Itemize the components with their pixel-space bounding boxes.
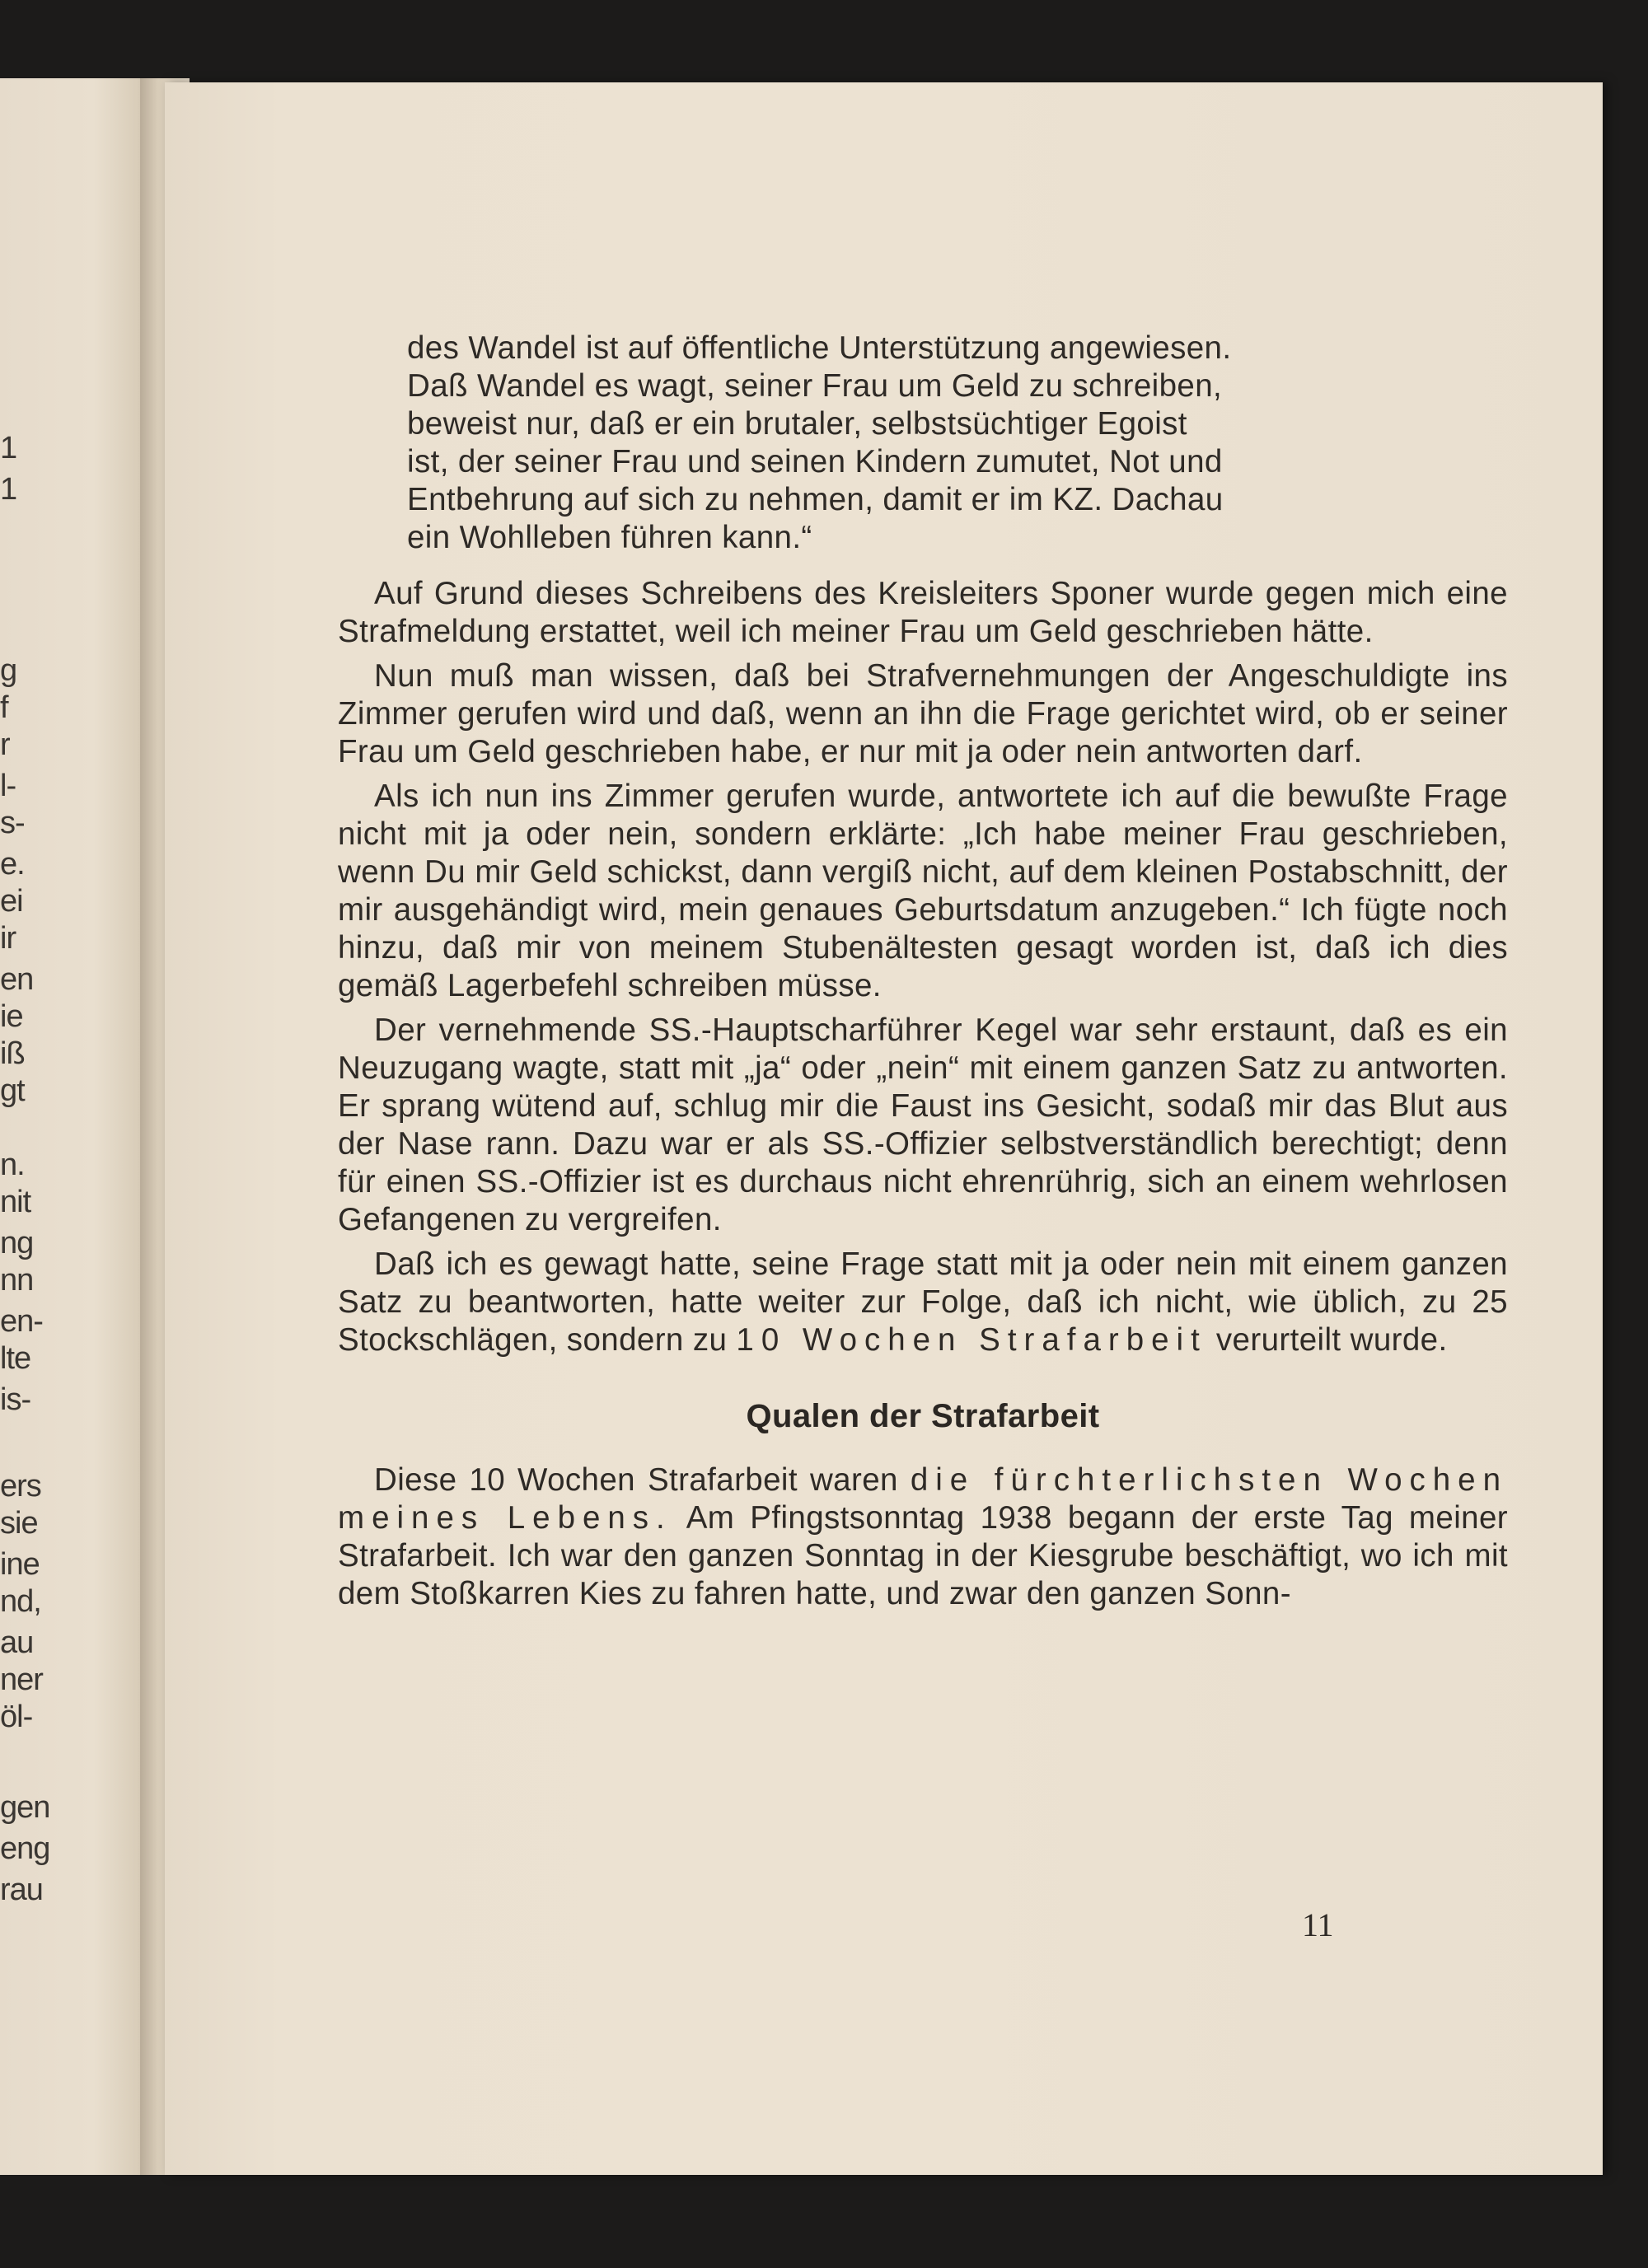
left-fragment: f (0, 690, 8, 725)
left-fragment: iß (0, 1036, 25, 1071)
spaced-emphasis: 10 Wochen Strafarbeit (736, 1322, 1207, 1358)
left-fragment: ng (0, 1226, 34, 1260)
left-fragment: is- (0, 1382, 31, 1417)
paragraph (338, 1246, 1508, 1359)
paragraph: Der vernehmende SS.-Hauptscharführer Kegel war sehr erstaunt, daß es ein Neuzugang wagte, statt mit „ja“ oder „nein“ mit einem ganzen Satz zu antworten. Er sprang wütend auf, schlug mir die Faust ins Gesicht, sodaß mir das Blut aus der Nase rann. Dazu war er als SS.-Offizier selbstverständlich berechtigt; denn für einen SS.-Offizier ist es durchaus nicht ehrenrührig, sich an einem wehrlosen Gefangenen zu vergreifen. (338, 1012, 1508, 1237)
left-fragment: gt (0, 1073, 25, 1108)
left-fragment: ir (0, 921, 16, 956)
spaced-emphasis: die fürchterlichsten Wochen meines Lebens. (338, 1462, 1508, 1536)
left-fragment: s- (0, 806, 25, 840)
left-page-text-fragments (0, 78, 49, 2175)
section-heading: Qualen der Strafarbeit (746, 1398, 1100, 1434)
quote-line: des Wandel ist auf öffentliche Unterstützung angewiesen. (407, 330, 1232, 366)
paragraph: Nun muß man wissen, daß bei Strafvernehmungen der Angeschuldigte ins Zimmer gerufen wird und daß, wenn an ihn die Frage gerichtet wird, ob er seiner Frau um Geld geschrieben habe, er nur mit ja oder nein antworten darf. (338, 658, 1508, 769)
left-fragment: r (0, 727, 10, 762)
left-fragment: ei (0, 884, 23, 919)
left-fragment: 1 (0, 431, 17, 465)
left-fragment: gen (0, 1790, 50, 1825)
quote-block (407, 330, 1508, 557)
left-fragment: ers (0, 1469, 41, 1503)
left-fragment: l- (0, 769, 16, 803)
left-fragment: au (0, 1625, 34, 1660)
page-number: 11 (1302, 1906, 1334, 1943)
left-fragment: nit (0, 1185, 31, 1219)
quote-line: ein Wohlleben führen kann.“ (407, 520, 812, 555)
paragraph-text: Diese 10 Wochen Strafarbeit waren (374, 1462, 898, 1498)
paragraph-text: verurteilt wurde. (1215, 1322, 1448, 1358)
left-fragment: n. (0, 1148, 25, 1182)
left-facing-page (0, 78, 157, 2175)
quote-line: beweist nur, daß er ein brutaler, selbstsüchtiger Egoist (407, 406, 1187, 442)
paragraph-text: Daß ich es gewagt hatte, seine Frage statt mit ja oder nein mit einem ganzen Satz zu beantworten, hatte weiter zur Folge, daß ich nicht, wie üblich, zu 25 Stockschlägen, sondern zu (338, 1246, 1508, 1358)
left-fragment: sie (0, 1506, 38, 1541)
paragraph (338, 1461, 1508, 1613)
left-fragment: rau (0, 1873, 43, 1907)
left-fragment: nn (0, 1263, 34, 1298)
left-fragment: öl- (0, 1700, 33, 1734)
left-fragment: eng (0, 1831, 50, 1866)
left-fragment: g (0, 653, 17, 688)
left-fragment: 1 (0, 472, 17, 507)
left-fragment: ie (0, 999, 23, 1034)
quote-line: Entbehrung auf sich zu nehmen, damit er im KZ. Dachau (407, 482, 1224, 517)
left-fragment: en (0, 962, 34, 997)
left-fragment: ner (0, 1662, 43, 1697)
left-fragment: ine (0, 1547, 40, 1582)
paragraph-text: Am Pfingstsonntag 1938 begann der erste Tag meiner Strafarbeit. Ich war den ganzen Sonntag in der Kiesgrube beschäftigt, wo ich mit dem Stoßkarren Kies zu fahren hatte, und zwar den ganzen Sonn- (338, 1500, 1509, 1611)
book-page (165, 82, 1603, 2175)
paragraph: Auf Grund dieses Schreibens des Kreisleiters Sponer wurde gegen mich eine Strafmeldung erstattet, weil ich meiner Frau um Geld geschrieben hätte. (338, 576, 1508, 649)
left-fragment: nd, (0, 1584, 41, 1619)
quote-line: Daß Wandel es wagt, seiner Frau um Geld zu schreiben, (407, 368, 1223, 404)
paragraph: Als ich nun ins Zimmer gerufen wurde, antwortete ich auf die bewußte Frage nicht mit ja oder nein, sondern erklärte: „Ich habe meiner Frau geschrieben, wenn Du mir Geld schickst, dann vergiß nicht, auf dem kleinen Postabschnitt, der mir ausgehändigt wird, mein genaues Geburtsdatum anzugeben.“ Ich fügte noch hinzu, daß mir von meinem Stubenältesten gesagt worden ist, daß ich dies gemäß Lagerbefehl schreiben müsse. (338, 779, 1508, 1003)
page-text (338, 330, 1508, 1613)
left-fragment: lte (0, 1341, 31, 1376)
left-fragment: e. (0, 847, 25, 881)
left-fragment: en- (0, 1304, 43, 1339)
quote-line: ist, der seiner Frau und seinen Kindern zumutet, Not und (407, 444, 1223, 479)
